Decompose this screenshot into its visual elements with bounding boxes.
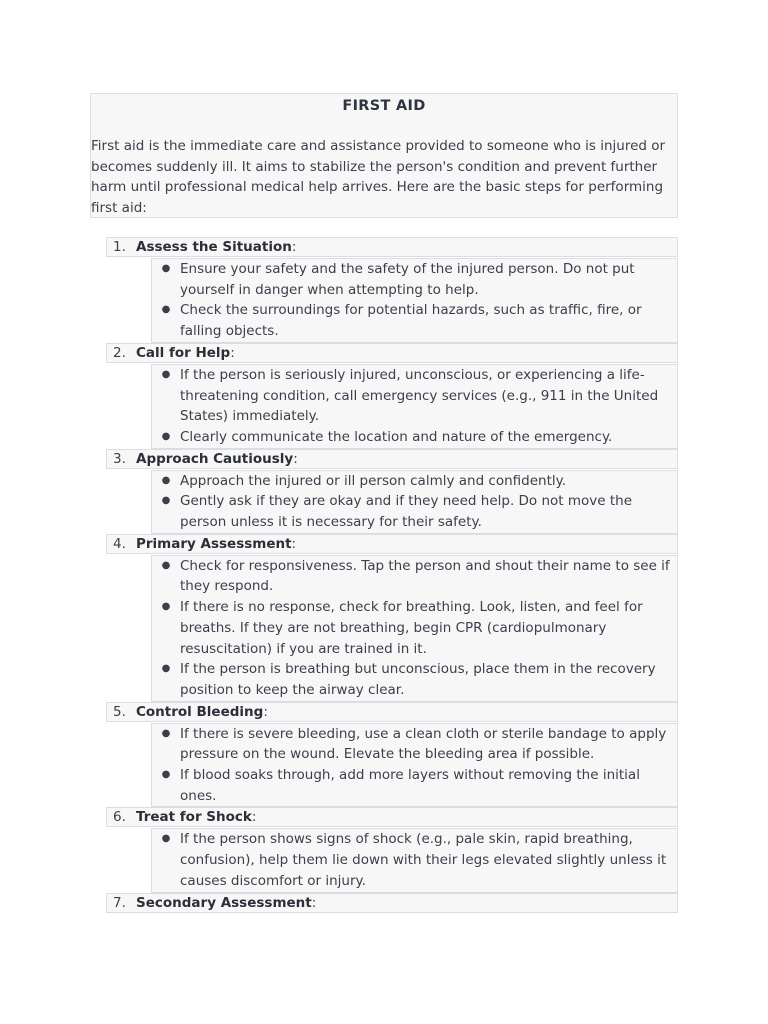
bullet-text: Approach the injured or ill person calmly and confidently. <box>180 472 567 489</box>
bullet-dot-icon: ● <box>161 263 171 274</box>
bullet-text: Check for responsiveness. Tap the person and shout their name to see if they respond. <box>180 557 670 595</box>
bullet-dot-icon: ● <box>161 663 171 675</box>
bullet-dot-icon: ● <box>161 368 171 380</box>
step-number: 2. <box>113 344 126 361</box>
bullet-item <box>152 471 677 492</box>
step-item <box>106 237 678 343</box>
step-heading <box>106 449 678 469</box>
bullet-list <box>151 828 678 892</box>
bullet-dot-icon: ● <box>161 430 171 442</box>
step-number: 4. <box>113 535 126 552</box>
bullet-text: Clearly communicate the location and nature of the emergency. <box>180 428 613 445</box>
step-colon: : <box>311 894 317 911</box>
bullet-item <box>152 556 677 597</box>
step-number: 1. <box>113 239 126 255</box>
step-heading <box>106 807 678 827</box>
bullet-text: If the person is breathing but unconscious, place them in the recovery position to keep the airway clear. <box>180 661 656 698</box>
bullet-item <box>152 427 677 448</box>
intro-paragraph: First aid is the immediate care and assistance provided to someone who is injured or becomes suddenly ill. It aims to stabilize the person's condition and prevent further harm until professional medical help arrives. Here are the basic steps for performing first aid: <box>91 138 666 217</box>
step-label: Approach Cautiously <box>136 450 294 467</box>
step-colon: : <box>230 344 235 361</box>
bullet-item <box>152 365 677 427</box>
step-number: 5. <box>113 703 126 720</box>
step-item <box>106 534 678 702</box>
step-heading <box>106 893 678 913</box>
step-number: 3. <box>113 450 126 467</box>
bullet-item <box>152 300 677 341</box>
document-title: FIRST AID <box>342 98 426 114</box>
bullet-dot-icon: ● <box>161 474 171 486</box>
steps-list <box>106 237 678 914</box>
step-colon: : <box>263 703 268 720</box>
step-item <box>106 893 678 913</box>
bullet-item <box>152 491 677 532</box>
bullet-dot-icon: ● <box>161 833 171 845</box>
step-number: 6. <box>113 809 126 826</box>
bullet-list <box>151 470 678 534</box>
bullet-list <box>151 723 678 808</box>
step-item <box>106 702 678 808</box>
step-label: Assess the Situation <box>136 239 292 255</box>
bullet-dot-icon: ● <box>161 601 171 613</box>
step-label: Control Bleeding <box>136 703 264 720</box>
step-heading <box>106 237 678 257</box>
step-label: Treat for Shock <box>136 809 252 826</box>
bullet-list <box>151 364 678 449</box>
step-label: Call for Help <box>136 344 231 361</box>
document-page <box>90 93 678 911</box>
step-colon: : <box>291 535 297 552</box>
bullet-text: If the person shows signs of shock (e.g., pale skin, rapid breathing, confusion), help them lie down with their legs elevated slightly unless it causes discomfort or injury. <box>180 831 667 889</box>
bullet-dot-icon: ● <box>161 559 171 571</box>
bullet-text: If there is no response, check for breathing. Look, listen, and feel for breaths. If they are not breathing, begin CPR (cardiopulmonary resuscitation) if you are trained in it. <box>180 599 643 657</box>
intro-section <box>90 93 678 218</box>
bullet-list <box>151 555 678 702</box>
bullet-item <box>152 259 677 300</box>
step-number: 7. <box>113 894 126 911</box>
step-item <box>106 343 678 449</box>
bullet-item <box>152 724 677 765</box>
bullet-text: Check the surroundings for potential hazards, such as traffic, fire, or falling objects. <box>180 302 642 340</box>
bullet-text: Gently ask if they are okay and if they need help. Do not move the person unless it is necessary for their safety. <box>180 493 633 531</box>
bullet-text: If the person is seriously injured, unconscious, or experiencing a life-threatening condition, call emergency services (e.g., 911 in the United States) immediately. <box>180 366 659 425</box>
step-heading <box>106 702 678 722</box>
step-label: Primary Assessment <box>136 535 292 552</box>
step-colon: : <box>251 809 257 826</box>
step-item <box>106 807 678 892</box>
step-colon: : <box>293 450 298 467</box>
bullet-dot-icon: ● <box>161 495 171 507</box>
step-heading <box>106 534 678 554</box>
step-colon: : <box>291 239 297 255</box>
bullet-text: If there is severe bleeding, use a clean cloth or sterile bandage to apply pressure on the wound. Elevate the bleeding area if possible. <box>180 725 667 763</box>
bullet-item <box>152 829 677 891</box>
bullet-item <box>152 659 677 700</box>
step-label: Secondary Assessment <box>136 894 312 911</box>
step-heading <box>106 343 678 363</box>
bullet-item <box>152 765 677 806</box>
bullet-list <box>151 258 678 343</box>
bullet-dot-icon: ● <box>161 769 171 781</box>
bullet-text: Ensure your safety and the safety of the injured person. Do not put yourself in danger when attempting to help. <box>180 261 635 298</box>
bullet-dot-icon: ● <box>161 304 171 316</box>
bullet-item <box>152 597 677 659</box>
bullet-text: If blood soaks through, add more layers without removing the initial ones. <box>180 767 640 804</box>
bullet-dot-icon: ● <box>161 727 171 739</box>
step-item <box>106 449 678 534</box>
